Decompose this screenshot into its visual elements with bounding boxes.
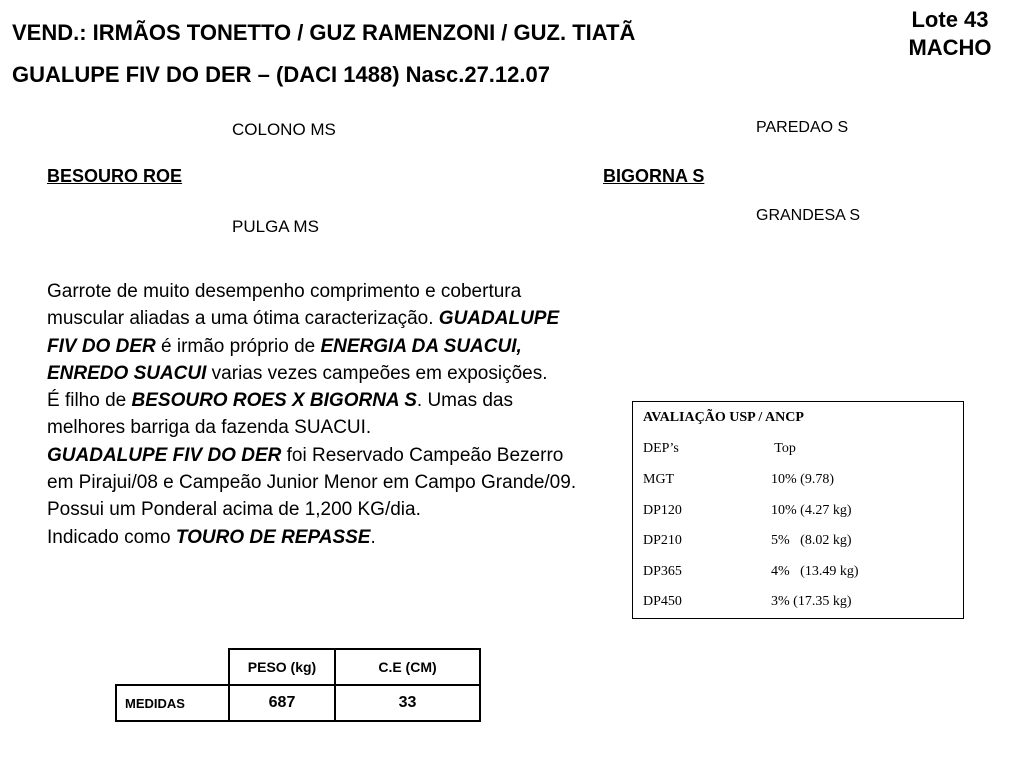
- desc-animal-name-2: GUADALUPE FIV DO DER: [47, 444, 282, 466]
- description: [47, 278, 587, 551]
- desc-text-8: Indicado como: [47, 526, 176, 548]
- desc-recommendation: TOURO DE REPASSE: [175, 526, 371, 548]
- desc-text-3: varias vezes campeões em exposições.: [206, 362, 548, 384]
- evaluation-key: DP210: [643, 533, 682, 548]
- desc-text-9: .: [370, 526, 376, 548]
- sire: BESOURO ROE: [47, 166, 183, 186]
- evaluation-value: 5% (8.02 kg): [771, 533, 852, 548]
- dam-sire: PAREDAO S: [756, 119, 849, 136]
- measures-corner: [116, 649, 229, 685]
- evaluation-box: [632, 401, 964, 619]
- evaluation-key: DP365: [643, 564, 682, 579]
- desc-text-7: Possui um Ponderal acima de 1,200 KG/dia.: [47, 499, 421, 521]
- evaluation-title: AVALIAÇÃO USP / ANCP: [643, 410, 804, 425]
- measures-ce-value: 33: [335, 685, 480, 721]
- measures-weight-value: 687: [229, 685, 335, 721]
- evaluation-key: DP120: [643, 503, 682, 518]
- header-vendors: VEND.: IRMÃOS TONETTO / GUZ RAMENZONI / GUZ. TIATÃ: [12, 20, 636, 45]
- evaluation-key: DP450: [643, 594, 682, 609]
- desc-text-4: É filho de: [47, 390, 132, 412]
- lot-sex: MACHO: [908, 35, 992, 60]
- evaluation-value: Top: [771, 441, 796, 456]
- dam: BIGORNA S: [603, 166, 705, 186]
- sire-dam: PULGA MS: [232, 217, 319, 236]
- lot-number: Lote 43: [911, 7, 989, 32]
- evaluation-value: 10% (9.78): [771, 472, 834, 487]
- measures-table: [115, 648, 481, 722]
- evaluation-value: 10% (4.27 kg): [771, 503, 852, 518]
- evaluation-value: 3% (17.35 kg): [771, 594, 852, 609]
- measures-header-weight: PESO (kg): [229, 649, 335, 685]
- dam-dam: GRANDESA S: [756, 207, 861, 224]
- measures-header-ce: C.E (CM): [335, 649, 480, 685]
- measures-row-label: MEDIDAS: [116, 685, 229, 721]
- desc-text-1: Garrote de muito desempenho comprimento e cobertura muscular aliadas a uma ótima caracterização.: [47, 281, 522, 330]
- desc-text-6: foi Reservado Campeão Bezerro em Pirajui/08 e Campeão Junior Menor em Campo Grande/09.: [47, 444, 577, 494]
- desc-text-5: . Umas das melhores barriga da fazenda SUACUI.: [47, 390, 513, 439]
- desc-animal-name: GUADALUPE FIV DO DER: [47, 308, 560, 357]
- evaluation-key: DEP’s: [643, 441, 679, 456]
- sire-sire: COLONO MS: [232, 120, 336, 139]
- header-animal: GUALUPE FIV DO DER – (DACI 1488) Nasc.27.12.07: [12, 62, 550, 87]
- desc-text-2: é irmão próprio de: [155, 335, 321, 357]
- evaluation-value: 4% (13.49 kg): [771, 564, 859, 579]
- evaluation-key: MGT: [643, 472, 675, 487]
- desc-parents: BESOURO ROES X BIGORNA S: [131, 390, 417, 412]
- desc-siblings: ENERGIA DA SUACUI, ENREDO SUACUI: [47, 335, 522, 384]
- lot-block: [890, 6, 1010, 62]
